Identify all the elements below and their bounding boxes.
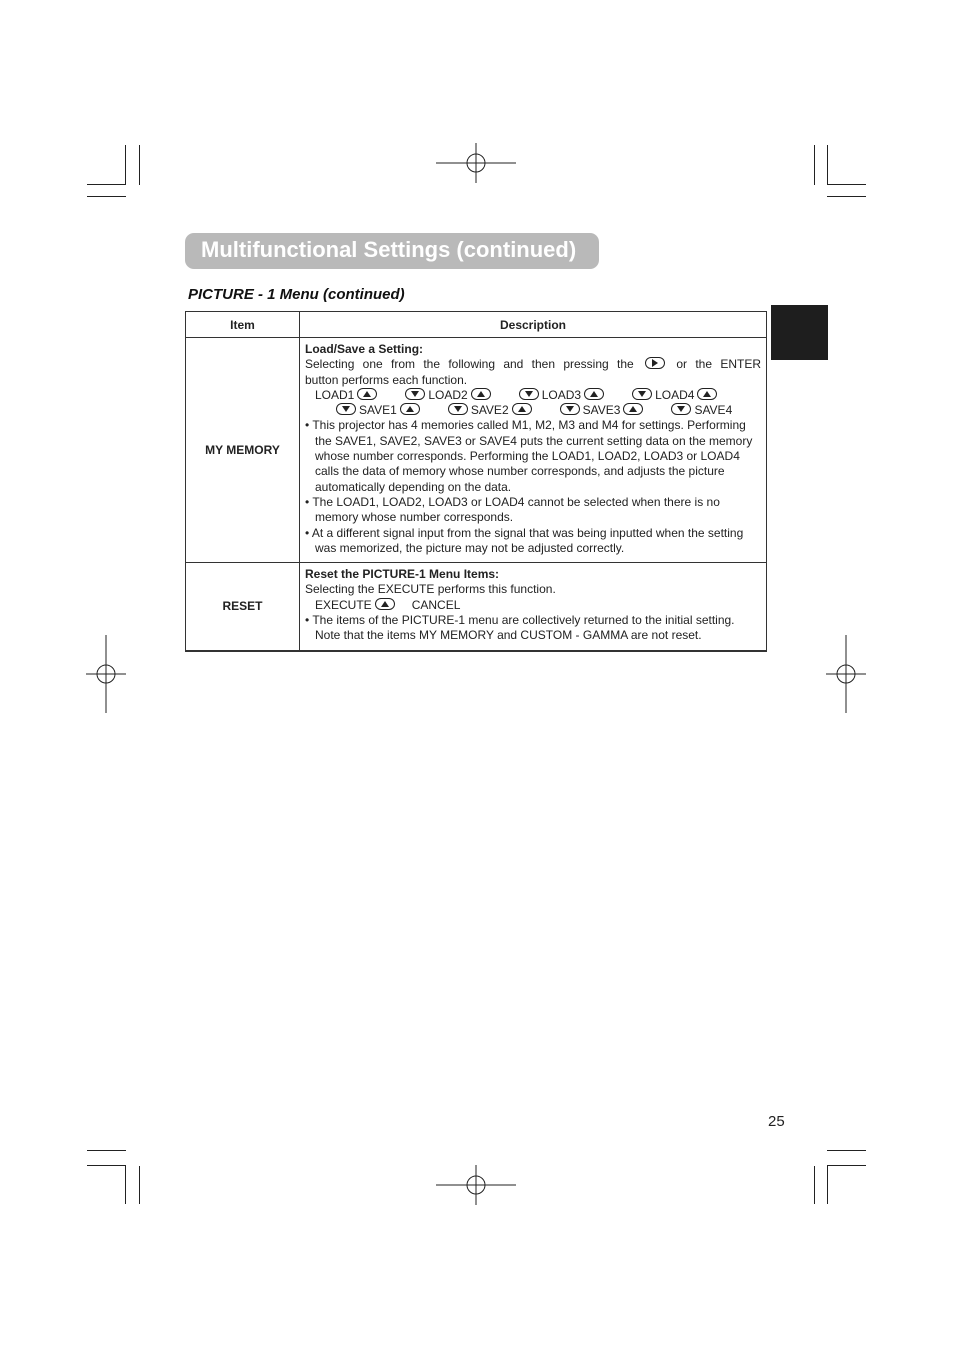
table-row — [186, 563, 767, 651]
page-number: 25 — [768, 1113, 785, 1130]
table-row — [186, 338, 767, 563]
down-arrow-key-icon — [519, 388, 539, 400]
down-arrow-key-icon — [560, 403, 580, 415]
execute-cancel-sequence — [305, 598, 761, 613]
registration-mark-right — [826, 635, 866, 713]
page-title: Multifunctional Settings (continued) — [201, 237, 577, 262]
registration-mark-left — [86, 635, 126, 713]
my-memory-note-3: • At a different signal input from the signal that was being inputted when the setting was memorized, the picture may not be adjusted correctly. — [305, 525, 744, 555]
load1-label: LOAD1 — [315, 387, 355, 402]
column-header-description: Description — [300, 312, 767, 338]
description-my-memory — [300, 338, 767, 563]
up-arrow-key-icon — [697, 388, 717, 400]
down-arrow-key-icon — [448, 403, 468, 415]
item-my-memory: MY MEMORY — [186, 338, 300, 563]
save4-label: SAVE4 — [694, 403, 733, 418]
up-arrow-key-icon — [357, 388, 377, 400]
description-reset — [300, 563, 767, 651]
load2-label: LOAD2 — [428, 387, 468, 402]
registration-mark-bottom — [436, 1165, 516, 1205]
up-arrow-key-icon — [375, 598, 395, 610]
save2-label: SAVE2 — [470, 403, 509, 418]
my-memory-note-2: • The LOAD1, LOAD2, LOAD3 or LOAD4 cannot be selected when there is no memory whose number corresponds. — [305, 494, 720, 525]
up-arrow-key-icon — [400, 403, 420, 415]
menu-subtitle: PICTURE - 1 Menu (continued) — [188, 286, 405, 303]
reset-heading: Reset the PICTURE-1 Menu Items: — [305, 567, 500, 582]
my-memory-heading: Load/Save a Setting: — [305, 342, 424, 356]
column-header-item: Item — [186, 312, 300, 338]
save1-label: SAVE1 — [359, 403, 397, 418]
down-arrow-key-icon — [336, 403, 356, 415]
right-arrow-key-icon — [645, 357, 665, 369]
section-title-bar — [185, 233, 599, 269]
up-arrow-key-icon — [584, 388, 604, 400]
down-arrow-key-icon — [632, 388, 652, 400]
reset-intro: Selecting the EXECUTE performs this function. — [305, 582, 556, 597]
up-arrow-key-icon — [512, 403, 532, 415]
reset-note-1: • The items of the PICTURE-1 menu are collectively returned to the initial setting. Note that the items MY MEMORY and CUSTOM - GAMMA are not reset. — [305, 613, 735, 643]
table-header-row — [186, 312, 767, 338]
save3-label: SAVE3 — [582, 403, 621, 418]
load3-label: LOAD3 — [541, 387, 582, 402]
up-arrow-key-icon — [471, 388, 491, 400]
down-arrow-key-icon — [405, 388, 425, 400]
execute-label: EXECUTE — [315, 597, 372, 612]
save-sequence — [305, 403, 761, 418]
menu-table — [185, 311, 767, 652]
up-arrow-key-icon — [623, 403, 643, 415]
load-sequence — [305, 388, 761, 403]
item-reset: RESET — [186, 563, 300, 651]
my-memory-note-1: • This projector has 4 memories called M1, M2, M3 and M4 for settings. Performing the SAVE1, SAVE2, SAVE3 or SAVE4 puts the current setting data on the memory whose number corresponds. Performing the LOAD1, LOAD2, LOAD3 or LOAD4 calls the data of memory whose number corresponds, and adjusts the picture automatically depending on the data. — [305, 418, 753, 494]
down-arrow-key-icon — [671, 403, 691, 415]
my-memory-intro-end: button performs each function. — [305, 372, 468, 387]
chapter-tab — [771, 305, 828, 360]
cancel-label: CANCEL — [411, 597, 461, 612]
my-memory-intro: Selecting one from the following and then pressing the or the ENTER — [305, 357, 761, 372]
load4-label: LOAD4 — [655, 387, 695, 402]
registration-mark-top — [436, 143, 516, 183]
